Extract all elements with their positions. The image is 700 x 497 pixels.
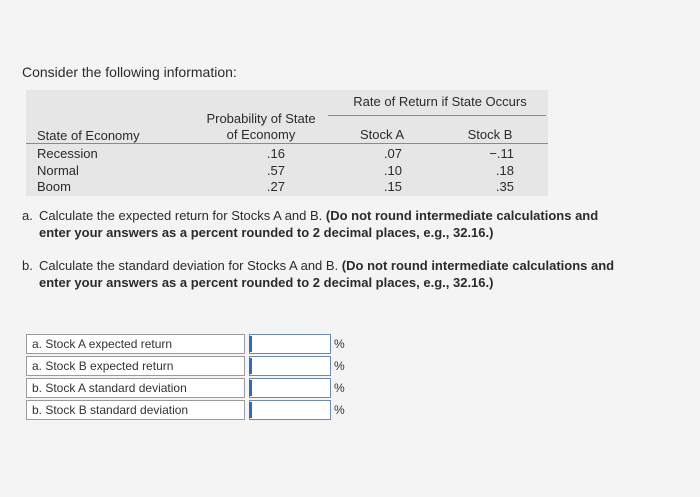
input-focus-marker [249, 358, 252, 374]
table-row-state: Recession [37, 146, 98, 161]
question-a [22, 208, 622, 241]
stock-a-standard-deviation-input[interactable] [249, 378, 331, 398]
stock-a-header: Stock A [359, 127, 405, 142]
header-rule [26, 143, 548, 144]
input-focus-marker [249, 380, 252, 396]
table-row-prob: .16 [266, 146, 285, 161]
percent-unit: % [334, 337, 345, 351]
answer-label: b. Stock A standard deviation [26, 378, 245, 398]
question-b-instructions: (Do not round intermediate calculations and enter your answers as a percent rounded to 2 decimal places, e.g., 32.16.) [39, 258, 615, 290]
stock-b-expected-return-input[interactable] [249, 356, 331, 376]
table-row-state: Normal [37, 163, 79, 178]
answer-label: b. Stock B standard deviation [26, 400, 245, 420]
question-b-text: Calculate the standard deviation for Stocks A and B. [39, 258, 342, 273]
stock-b-header: Stock B [467, 127, 513, 142]
table-row-state: Boom [37, 179, 71, 194]
table-row-stock-a: .15 [383, 179, 402, 194]
answer-row [26, 400, 356, 421]
stock-b-standard-deviation-input[interactable] [249, 400, 331, 420]
intro-text: Consider the following information: [22, 64, 237, 80]
stock-a-expected-return-input[interactable] [249, 334, 331, 354]
table-row-stock-a: .10 [383, 163, 402, 178]
answer-label: a. Stock B expected return [26, 356, 245, 376]
percent-unit: % [334, 403, 345, 417]
percent-unit: % [334, 359, 345, 373]
table-row-stock-a: .07 [383, 146, 402, 161]
question-a-lead: a. [22, 208, 33, 223]
table-row-prob: .57 [266, 163, 285, 178]
answer-row [26, 334, 356, 355]
input-focus-marker [249, 336, 252, 352]
group-header-rule [328, 115, 546, 116]
input-focus-marker [249, 402, 252, 418]
state-header: State of Economy [37, 128, 140, 143]
group-header: Rate of Return if State Occurs [353, 94, 527, 109]
table-row-stock-b: −.11 [489, 146, 514, 161]
question-b [22, 258, 622, 291]
prob-header-line1: Probability of State [206, 111, 316, 126]
answer-label: a. Stock A expected return [26, 334, 245, 354]
table-row-stock-b: .18 [495, 163, 514, 178]
question-a-text: Calculate the expected return for Stocks A and B. [39, 208, 326, 223]
answer-row [26, 356, 356, 377]
question-a-instructions: (Do not round intermediate calculations and enter your answers as a percent rounded to 2 decimal places, e.g., 32.16.) [39, 208, 599, 240]
table-row-stock-b: .35 [495, 179, 514, 194]
prob-header-line2: of Economy [226, 127, 296, 142]
answer-row [26, 378, 356, 399]
question-b-lead: b. [22, 258, 33, 273]
returns-table [26, 90, 548, 196]
table-row-prob: .27 [266, 179, 285, 194]
percent-unit: % [334, 381, 345, 395]
